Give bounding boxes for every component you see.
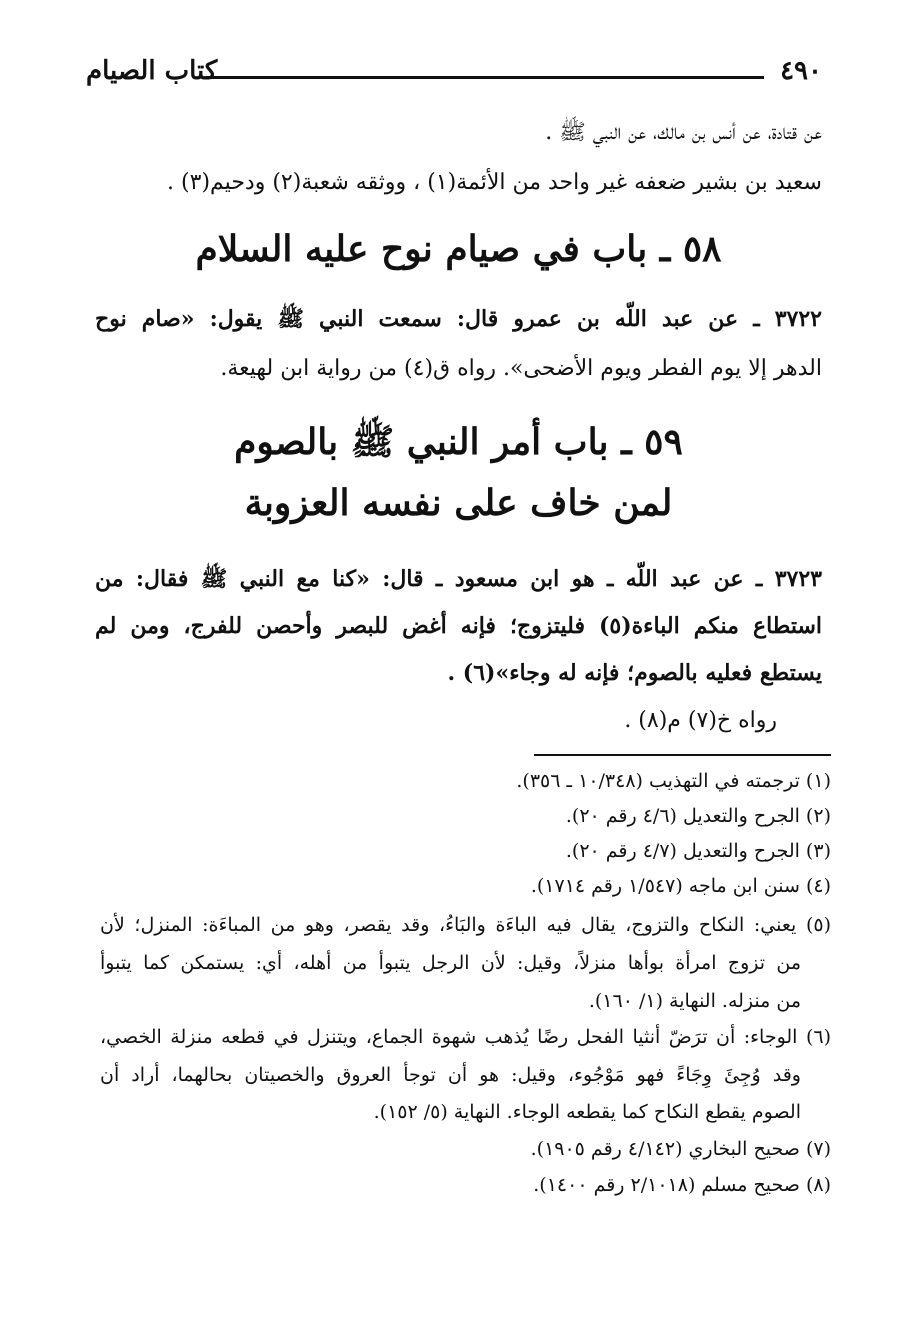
chapter-heading-59-line-1: ٥٩ ـ باب أمر النبي ﷺ بالصوم — [234, 421, 683, 463]
hadith-3723-line-1: ٣٧٢٣ ـ عن عبد اللّه ـ هو ابن مسعود ـ قال: «كنا مع النبي ﷺ فقال: من — [95, 566, 822, 592]
chapter-heading-58: ٥٨ ـ باب في صيام نوح عليه السلام — [195, 228, 722, 270]
footnote-5-line-2: من تزوج امرأة بوأها منزلاً، وقيل: لأن الرجل يتبوأ من أهله، أي: يستمكن كما يتبوأ — [100, 952, 801, 974]
running-title: كتاب الصيام — [86, 56, 218, 86]
footnote-5-line-3: من منزله. النهاية (١/ ١٦٠). — [588, 990, 801, 1012]
header-rule — [206, 76, 764, 79]
chapter-heading-59-line-2: لمن خاف على نفسه العزوبة — [244, 482, 673, 524]
footnote-6-line-3: الصوم يقطع النكاح كما يقطعه الوجاء. النهاية (٥/ ١٥٢). — [373, 1101, 801, 1123]
hadith-3722-line-2: الدهر إلا يوم الفطر ويوم الأضحى». رواه ق(٤) من رواية ابن لهيعة. — [220, 356, 822, 381]
footnote-2: (٢) الجرح والتعديل (٤/٦ رقم ٢٠). — [565, 805, 831, 827]
footnote-6-line-1: (٦) الوجاء: أن ترَضّ أنثيا الفحل رضًا يُذهب شهوة الجماع، ويتنزل في قطعه منزلة الخصي، — [100, 1026, 831, 1048]
footnote-8: (٨) صحيح مسلم (٢/١٠١٨ رقم ١٤٠٠). — [533, 1174, 831, 1196]
footnote-separator — [534, 754, 831, 756]
footnote-5-line-1: (٥) يعني: النكاح والتزوج، يقال فيه الباءَة والبَاءُ، وقد يقصر، وهو من المباءَة: المنزل؛ لأن — [100, 914, 832, 936]
page-number: ٤٩٠ — [780, 56, 822, 86]
text-line-2: سعيد بن بشير ضعفه غير واحد من الأئمة(١) ، ووثقه شعبة(٢) ودحيم(٣) . — [167, 170, 822, 195]
page-header — [86, 56, 822, 100]
hadith-3722-line-1: ٣٧٢٢ ـ عن عبد اللّه بن عمرو قال: سمعت النبي ﷺ يقول: «صام نوح — [95, 306, 822, 332]
hadith-3723-line-4: رواه خ(٧) م(٨) . — [624, 708, 777, 733]
footnote-1: (١) ترجمته في التهذيب (١٠/٣٤٨ ـ ٣٥٦). — [516, 770, 831, 792]
footnote-3: (٣) الجرح والتعديل (٤/٧ رقم ٢٠). — [565, 840, 831, 862]
footnote-4: (٤) سنن ابن ماجه (١/٥٤٧ رقم ١٧١٤). — [530, 875, 831, 897]
text-line-1: عن قتادة، عن أنس بن مالك، عن النبي ﷺ . — [545, 120, 822, 145]
hadith-3723-line-3: يستطع فعليه بالصوم؛ فإنه له وجاء»(٦) . — [447, 660, 822, 686]
footnote-6-line-2: وقد وُجِئَ وِجَاءً فهو مَوْجُوء، وقيل: هو أن توجأ العروق والخصيتان بحالهما، أراد أن — [100, 1064, 801, 1086]
footnote-7: (٧) صحيح البخاري (٤/١٤٢ رقم ١٩٠٥). — [530, 1138, 831, 1160]
hadith-3723-line-2: استطاع منكم الباءة(٥) فليتزوج؛ فإنه أغض للبصر وأحصن للفرج، ومن لم — [95, 613, 823, 639]
